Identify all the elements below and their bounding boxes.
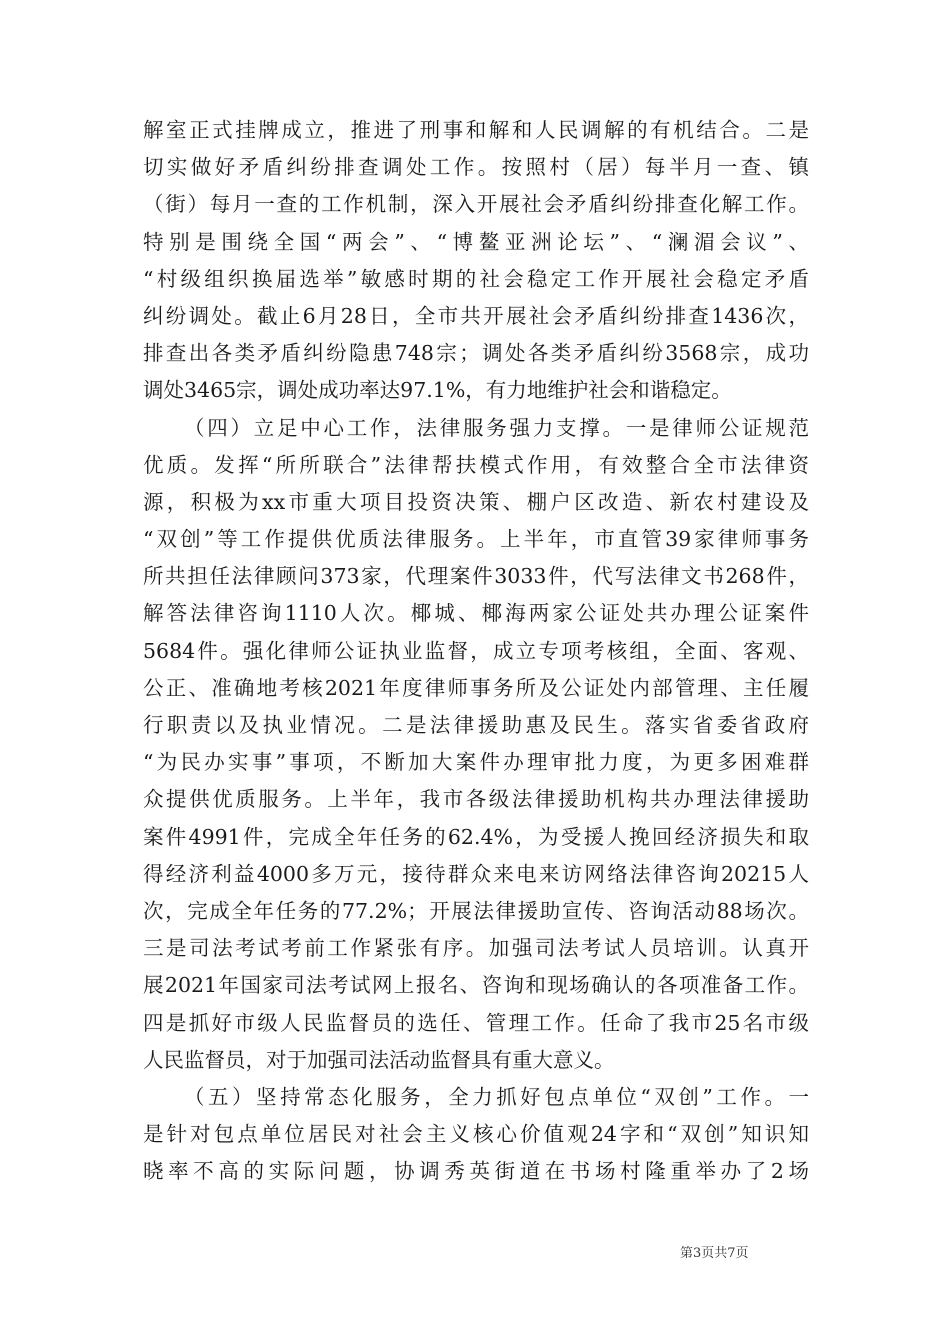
text-line-2: 切实做好矛盾纠纷排查调处工作。按照村（居）每半月一查、镇 [143, 155, 809, 180]
text-line-16: 公正、准确地考核2021年度律师事务所及公证处内部管理、主任履 [143, 675, 809, 700]
text-line-22: 次，完成全年任务的77.2%；开展法律援助宣传、咨询活动88场次。 [143, 898, 809, 923]
text-line-17: 行职责以及执业情况。二是法律援助惠及民生。落实省委省政府 [143, 713, 809, 737]
text-line-8: 调处3465宗，调处成功率达97.1%，有力地维护社会和谐稳定。 [143, 378, 732, 403]
text-line-21: 得经济利益4000多万元，接待群众来电来访网络法律咨询20215人 [143, 861, 809, 886]
text-line-23: 三是司法考试考前工作紧张有序。加强司法考试人员培训。认真开 [143, 936, 809, 961]
paragraph-heading-5: （五）坚持常态化服务，全力抓好包点单位“双创”工作。一 [184, 1084, 809, 1109]
text-line-11: 源，积极为xx市重大项目投资决策、棚户区改造、新农村建设及 [143, 489, 809, 514]
text-line-6: 纠纷调处。截止6月28日，全市共开展社会矛盾纠纷排查1436次， [143, 303, 809, 328]
text-line-3: （街）每月一查的工作机制，深入开展社会矛盾纠纷排查化解工作。 [143, 192, 809, 217]
text-line-1: 解室正式挂牌成立，推进了刑事和解和人民调解的有机结合。二是 [143, 118, 809, 142]
document-body [143, 112, 809, 1190]
text-line-12: “双创”等工作提供优质法律服务。上半年，市直管39家律师事务 [143, 527, 809, 552]
text-line-25: 四是抓好市级人民监督员的选任、管理工作。任命了我市25名市级 [143, 1010, 809, 1035]
text-line-4: 特别是围绕全国“两会”、“博鳌亚洲论坛”、“澜湄会议”、 [143, 229, 809, 254]
text-line-14: 解答法律咨询1110人次。椰城、椰海两家公证处共办理公证案件 [143, 601, 809, 626]
text-line-7: 排查出各类矛盾纠纷隐患748宗；调处各类矛盾纠纷3568宗，成功 [143, 341, 809, 366]
paragraph-heading-4: （四）立足中心工作，法律服务强力支撑。一是律师公证规范 [184, 415, 809, 440]
text-line-26: 人民监督员，对于加强司法活动监督具有重大意义。 [143, 1047, 615, 1072]
text-line-20: 案件4991件，完成全年任务的62.4%，为受援人挽回经济损失和取 [143, 824, 809, 849]
text-line-19: 众提供优质服务。上半年，我市各级法律援助机构共办理法律援助 [143, 787, 809, 812]
text-line-24: 展2021年国家司法考试网上报名、咨询和现场确认的各项准备工作。 [143, 973, 809, 998]
text-line-13: 所共担任法律顾问373家，代理案件3033件，代写法律文书268件， [143, 564, 809, 589]
text-line-28: 是针对包点单位居民对社会主义核心价值观24字和“双创”知识知 [143, 1122, 809, 1147]
text-line-5: “村级组织换届选举”敏感时期的社会稳定工作开展社会稳定矛盾 [143, 266, 809, 291]
page-number: 第3页共7页 [680, 1246, 749, 1261]
text-line-15: 5684件。强化律师公证执业监督，成立专项考核组，全面、客观、 [143, 638, 809, 663]
text-line-18: “为民办实事”事项，不断加大案件办理审批力度，为更多困难群 [143, 750, 809, 775]
text-line-29: 晓率不高的实际问题，协调秀英街道在书场村隆重举办了2场 [143, 1159, 809, 1184]
text-line-10: 优质。发挥“所所联合”法律帮扶模式作用，有效整合全市法律资 [143, 452, 809, 477]
